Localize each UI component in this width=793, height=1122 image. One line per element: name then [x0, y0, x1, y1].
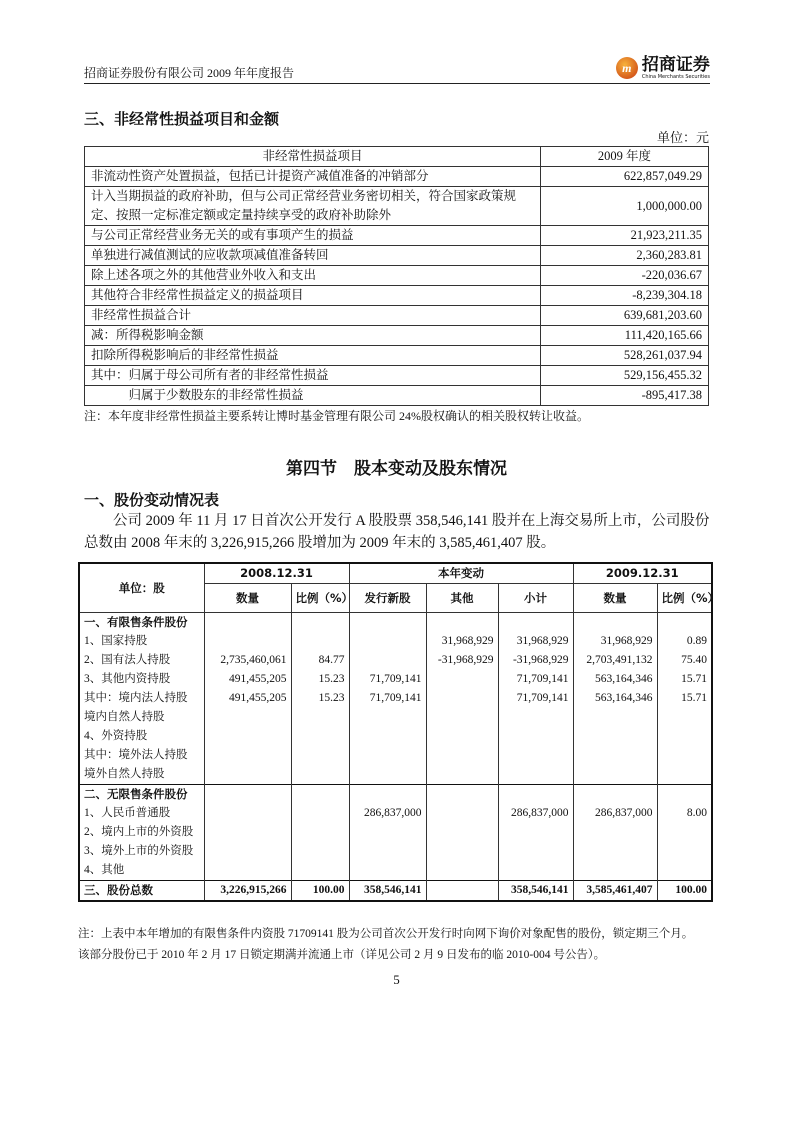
- logo-name: 招商证券: [641, 55, 710, 75]
- item-cell: 非流动性资产处置损益，包括已计提资产减值准备的冲销部分: [85, 167, 541, 187]
- value-cell: [291, 842, 349, 861]
- table-header-row: [85, 147, 709, 167]
- value-cell: 8.00: [657, 804, 712, 823]
- total-row: [79, 881, 712, 902]
- value-cell: [204, 861, 291, 881]
- row-label: 一、有限售条件股份: [79, 613, 204, 633]
- group-header: 2009.12.31: [573, 563, 712, 584]
- value-cell: [657, 842, 712, 861]
- value-cell: [291, 613, 349, 633]
- value-cell: 1,000,000.00: [541, 187, 709, 226]
- value-cell: [657, 861, 712, 881]
- value-cell: [291, 823, 349, 842]
- table-row: [79, 765, 712, 785]
- value-cell: 100.00: [657, 881, 712, 902]
- table-row: [85, 226, 709, 246]
- table-row: [85, 246, 709, 266]
- value-cell: [657, 613, 712, 633]
- value-cell: [349, 651, 426, 670]
- value-cell: [498, 708, 573, 727]
- table-row: [79, 746, 712, 765]
- value-cell: [426, 670, 498, 689]
- table-row: [79, 842, 712, 861]
- row-label: 三、股份总数: [79, 881, 204, 902]
- row-label: 其中：境外法人持股: [79, 746, 204, 765]
- table-row: [85, 187, 709, 226]
- row-label: 3、其他内资持股: [79, 670, 204, 689]
- value-cell: 15.23: [291, 689, 349, 708]
- value-cell: [349, 785, 426, 805]
- value-cell: [426, 765, 498, 785]
- table-row: [85, 266, 709, 286]
- value-cell: [573, 765, 657, 785]
- value-cell: [204, 746, 291, 765]
- value-cell: 2,703,491,132: [573, 651, 657, 670]
- value-cell: [426, 881, 498, 902]
- value-cell: 286,837,000: [498, 804, 573, 823]
- value-cell: [291, 765, 349, 785]
- share-change-paragraph: 公司 2009 年 11 月 17 日首次公开发行 A 股股票 358,546,141 股并在上海交易所上市，公司股份总数由 2008 年末的 3,226,915,266 股增加为 2009 年末的 3,585,461,407 股。: [84, 513, 710, 551]
- value-cell: [204, 842, 291, 861]
- chapter-title: 第四节 股本变动及股东情况: [286, 459, 507, 479]
- column-header: 比例（%）: [291, 584, 349, 613]
- value-cell: [657, 785, 712, 805]
- value-cell: [204, 765, 291, 785]
- value-cell: 0.89: [657, 632, 712, 651]
- page-header: [84, 0, 710, 84]
- value-cell: [498, 861, 573, 881]
- row-label: 境内自然人持股: [79, 708, 204, 727]
- table-row: [79, 804, 712, 823]
- column-header: 数量: [573, 584, 657, 613]
- nonrecurring-table: [84, 146, 709, 406]
- page-number: 5: [393, 972, 400, 987]
- value-cell: [291, 785, 349, 805]
- note-line: 注：上表中本年增加的有限售条件内资股 71709141 股为公司首次公开发行时向网下询价对象配售的股份，锁定期三个月。: [78, 928, 694, 940]
- table-row: [85, 386, 709, 406]
- row-label: 境外自然人持股: [79, 765, 204, 785]
- table-row: [79, 651, 712, 670]
- row-label: 4、外资持股: [79, 727, 204, 746]
- section-title-nonrecurring: 三、非经常性损益项目和金额: [84, 110, 280, 128]
- share-table-note: [78, 924, 793, 966]
- value-cell: [657, 765, 712, 785]
- value-cell: 622,857,049.29: [541, 167, 709, 187]
- section-title-share-change: 一、股份变动情况表: [84, 491, 220, 509]
- column-header: 发行新股: [349, 584, 426, 613]
- value-cell: [657, 823, 712, 842]
- value-cell: [498, 765, 573, 785]
- value-cell: 563,164,346: [573, 670, 657, 689]
- value-cell: 71,709,141: [498, 670, 573, 689]
- value-cell: [204, 708, 291, 727]
- column-header: 比例（%）: [657, 584, 712, 613]
- item-cell: 单独进行减值测试的应收款项减值准备转回: [85, 246, 541, 266]
- item-cell: 除上述各项之外的其他营业外收入和支出: [85, 266, 541, 286]
- value-cell: 528,261,037.94: [541, 346, 709, 366]
- value-cell: [498, 842, 573, 861]
- column-header: 非经常性损益项目: [85, 147, 541, 167]
- logo-mark-icon: m: [616, 57, 638, 79]
- table-row: [85, 286, 709, 306]
- value-cell: [498, 823, 573, 842]
- value-cell: [498, 613, 573, 633]
- value-cell: [349, 708, 426, 727]
- value-cell: 100.00: [291, 881, 349, 902]
- value-cell: 491,455,205: [204, 689, 291, 708]
- value-cell: 2,735,460,061: [204, 651, 291, 670]
- nonrecurring-note: 注：本年度非经常性损益主要系转让博时基金管理有限公司 24%股权确认的相关股权转让收益。: [84, 409, 589, 423]
- table-row: [85, 366, 709, 386]
- value-cell: [426, 746, 498, 765]
- column-header: 数量: [204, 584, 291, 613]
- value-cell: 3,226,915,266: [204, 881, 291, 902]
- group-header: 2008.12.31: [204, 563, 349, 584]
- row-label: 2、国有法人持股: [79, 651, 204, 670]
- value-cell: 639,681,203.60: [541, 306, 709, 326]
- value-cell: [573, 708, 657, 727]
- value-cell: 563,164,346: [573, 689, 657, 708]
- value-cell: [291, 804, 349, 823]
- value-cell: [291, 746, 349, 765]
- value-cell: [498, 727, 573, 746]
- value-cell: 31,968,929: [573, 632, 657, 651]
- value-cell: [204, 804, 291, 823]
- value-cell: 31,968,929: [426, 632, 498, 651]
- value-cell: [426, 727, 498, 746]
- row-label: 其中：境内法人持股: [79, 689, 204, 708]
- table-row: [79, 670, 712, 689]
- value-cell: [657, 727, 712, 746]
- logo-en: China Merchants Securities: [641, 74, 710, 80]
- table-row: [79, 689, 712, 708]
- value-cell: [204, 613, 291, 633]
- item-cell: 计入当期损益的政府补助，但与公司正常经营业务密切相关，符合国家政策规定、按照一定标准定额或定量持续享受的政府补助除外: [85, 187, 541, 226]
- item-cell: 与公司正常经营业务无关的或有事项产生的损益: [85, 226, 541, 246]
- company-logo: [616, 56, 710, 80]
- value-cell: [349, 613, 426, 633]
- column-header: 2009 年度: [541, 147, 709, 167]
- value-cell: [291, 861, 349, 881]
- value-cell: [426, 708, 498, 727]
- value-cell: [573, 842, 657, 861]
- share-change-table: [78, 562, 720, 902]
- table-row: [79, 632, 712, 651]
- value-cell: [426, 842, 498, 861]
- value-cell: 529,156,455.32: [541, 366, 709, 386]
- value-cell: -31,968,929: [426, 651, 498, 670]
- value-cell: [657, 708, 712, 727]
- value-cell: 21,923,211.35: [541, 226, 709, 246]
- item-cell: 归属于少数股东的非经常性损益: [85, 386, 541, 406]
- value-cell: [657, 746, 712, 765]
- row-label: 3、境外上市的外资股: [79, 842, 204, 861]
- value-cell: 358,546,141: [498, 881, 573, 902]
- row-label: 二、无限售条件股份: [79, 785, 204, 805]
- value-cell: [204, 727, 291, 746]
- column-header: 其他: [426, 584, 498, 613]
- value-cell: [573, 823, 657, 842]
- value-cell: 491,455,205: [204, 670, 291, 689]
- value-cell: [291, 708, 349, 727]
- value-cell: -8,239,304.18: [541, 286, 709, 306]
- value-cell: [349, 765, 426, 785]
- table-row: [79, 785, 712, 805]
- note-line: 该部分股份已于 2010 年 2 月 17 日锁定期满并流通上市（详见公司 2 月 9 日发布的临 2010-004 号公告）。: [78, 949, 606, 961]
- value-cell: [426, 804, 498, 823]
- value-cell: 75.40: [657, 651, 712, 670]
- value-cell: 15.23: [291, 670, 349, 689]
- value-cell: 286,837,000: [573, 804, 657, 823]
- table-row: [85, 306, 709, 326]
- item-cell: 减：所得税影响金额: [85, 326, 541, 346]
- value-cell: 71,709,141: [349, 689, 426, 708]
- column-header: 小计: [498, 584, 573, 613]
- unit-header: 单位：股: [79, 563, 204, 613]
- value-cell: 2,360,283.81: [541, 246, 709, 266]
- value-cell: 3,585,461,407: [573, 881, 657, 902]
- value-cell: [426, 613, 498, 633]
- value-cell: [204, 823, 291, 842]
- value-cell: 84.77: [291, 651, 349, 670]
- value-cell: [349, 746, 426, 765]
- value-cell: [426, 861, 498, 881]
- item-cell: 非经常性损益合计: [85, 306, 541, 326]
- value-cell: [498, 746, 573, 765]
- item-cell: 其他符合非经常性损益定义的损益项目: [85, 286, 541, 306]
- value-cell: 31,968,929: [498, 632, 573, 651]
- group-header: 本年变动: [349, 563, 573, 584]
- value-cell: [426, 689, 498, 708]
- value-cell: [349, 727, 426, 746]
- item-cell: 其中：归属于母公司所有者的非经常性损益: [85, 366, 541, 386]
- value-cell: [204, 785, 291, 805]
- unit-label: 单位：元: [656, 130, 709, 145]
- value-cell: 358,546,141: [349, 881, 426, 902]
- row-label: 4、其他: [79, 861, 204, 881]
- value-cell: [204, 632, 291, 651]
- header-title: 招商证券股份有限公司 2009 年年度报告: [84, 66, 295, 80]
- value-cell: [498, 785, 573, 805]
- value-cell: -895,417.38: [541, 386, 709, 406]
- table-row: [79, 708, 712, 727]
- row-label: 1、人民币普通股: [79, 804, 204, 823]
- table-row: [79, 823, 712, 842]
- value-cell: [573, 785, 657, 805]
- value-cell: -31,968,929: [498, 651, 573, 670]
- table-row: [79, 861, 712, 881]
- table-row: [79, 613, 712, 633]
- value-cell: [426, 823, 498, 842]
- value-cell: 111,420,165.66: [541, 326, 709, 346]
- value-cell: 15.71: [657, 670, 712, 689]
- value-cell: -220,036.67: [541, 266, 709, 286]
- table-row: [85, 167, 709, 187]
- value-cell: [426, 785, 498, 805]
- row-label: 1、国家持股: [79, 632, 204, 651]
- row-label: 2、境内上市的外资股: [79, 823, 204, 842]
- value-cell: [349, 861, 426, 881]
- value-cell: 71,709,141: [349, 670, 426, 689]
- table-row: [79, 727, 712, 746]
- table-header-row: [79, 563, 712, 584]
- item-cell: 扣除所得税影响后的非经常性损益: [85, 346, 541, 366]
- value-cell: [349, 823, 426, 842]
- value-cell: [291, 727, 349, 746]
- table-row: [85, 326, 709, 346]
- value-cell: [573, 727, 657, 746]
- value-cell: [291, 632, 349, 651]
- value-cell: [349, 632, 426, 651]
- table-row: [85, 346, 709, 366]
- value-cell: [349, 842, 426, 861]
- value-cell: [573, 861, 657, 881]
- value-cell: 286,837,000: [349, 804, 426, 823]
- value-cell: [573, 746, 657, 765]
- value-cell: 15.71: [657, 689, 712, 708]
- value-cell: 71,709,141: [498, 689, 573, 708]
- value-cell: [573, 613, 657, 633]
